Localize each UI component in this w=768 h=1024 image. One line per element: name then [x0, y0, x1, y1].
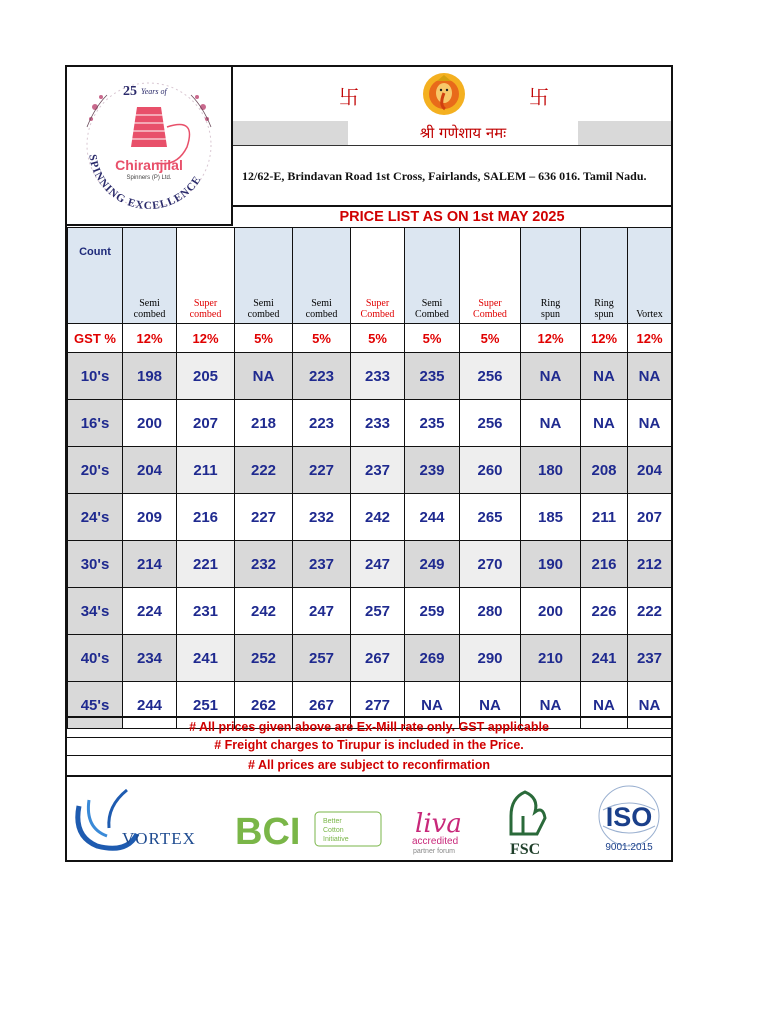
price-cell: 200	[123, 400, 177, 447]
price-cell: NA	[628, 353, 672, 400]
table-row	[68, 588, 672, 635]
price-cell: 247	[293, 588, 351, 635]
price-cell: 211	[581, 494, 628, 541]
gst-cell: 5%	[235, 324, 293, 353]
bci-line: Initiative	[323, 836, 349, 843]
liva-text: liva	[415, 809, 462, 839]
price-cell: 270	[460, 541, 521, 588]
column-header-line1: Semi	[139, 298, 160, 309]
price-cell: 180	[521, 447, 581, 494]
price-cell: NA	[581, 353, 628, 400]
header-right	[233, 67, 671, 226]
price-list-title: PRICE LIST AS ON 1st MAY 2025	[339, 209, 565, 225]
fsc-text: FSC	[510, 841, 541, 858]
swastik-row	[233, 67, 671, 122]
column-header	[460, 228, 521, 324]
note-reconfirm: # All prices are subject to reconfirmation	[67, 756, 671, 777]
gst-row	[68, 324, 672, 353]
vortex-text: VORTEX	[122, 829, 196, 848]
column-header	[351, 228, 405, 324]
column-header	[235, 228, 293, 324]
gst-cell: 12%	[123, 324, 177, 353]
price-cell: 290	[460, 635, 521, 682]
price-cell: 207	[628, 494, 672, 541]
price-cell: 234	[123, 635, 177, 682]
price-cell: 280	[460, 588, 521, 635]
count-cell: 30's	[68, 541, 123, 588]
column-header-line2: Vortex	[636, 309, 663, 320]
grey-cell	[233, 121, 348, 145]
price-cell: 267	[293, 682, 351, 729]
column-header	[521, 228, 581, 324]
column-header	[628, 228, 672, 324]
price-cell: 216	[581, 541, 628, 588]
price-cell: NA	[521, 353, 581, 400]
price-cell: 257	[293, 635, 351, 682]
logo-25: 25	[123, 84, 137, 99]
table-row	[68, 447, 672, 494]
price-cell: 190	[521, 541, 581, 588]
table-row	[68, 353, 672, 400]
iso-logo	[599, 786, 659, 853]
price-cell: NA	[628, 682, 672, 729]
price-cell: 223	[293, 400, 351, 447]
price-cell: 244	[123, 682, 177, 729]
company-logo-block	[67, 67, 233, 226]
column-header-line1: Ring	[594, 298, 614, 309]
price-table	[67, 227, 672, 729]
price-cell: 260	[460, 447, 521, 494]
note-freight: # Freight charges to Tirupur is included in the Price.	[67, 736, 671, 756]
price-cell: 237	[293, 541, 351, 588]
price-cell: 239	[405, 447, 460, 494]
price-cell: 235	[405, 353, 460, 400]
price-cell: 256	[460, 353, 521, 400]
bci-text: BCI	[235, 811, 301, 853]
price-cell: NA	[235, 353, 293, 400]
price-cell: 205	[177, 353, 235, 400]
column-header-line2: Combed	[473, 309, 507, 320]
price-cell: 223	[293, 353, 351, 400]
gst-cell: 12%	[521, 324, 581, 353]
price-cell: NA	[581, 400, 628, 447]
count-cell: 40's	[68, 635, 123, 682]
table-row	[68, 494, 672, 541]
price-cell: 207	[177, 400, 235, 447]
price-cell: 214	[123, 541, 177, 588]
svg-text:Years of: Years of	[141, 87, 167, 96]
column-header-line1: Semi	[421, 298, 443, 309]
column-header-line2: combed	[133, 309, 166, 320]
price-cell: 222	[235, 447, 293, 494]
column-header-line2: spun	[541, 309, 560, 320]
company-logo	[67, 67, 231, 224]
price-cell: 242	[351, 494, 405, 541]
price-cell: 251	[177, 682, 235, 729]
bci-line: Cotton	[323, 827, 344, 834]
price-cell: 237	[628, 635, 672, 682]
price-cell: 249	[405, 541, 460, 588]
logo-company-name: Chiranjilal	[115, 157, 183, 173]
column-header	[177, 228, 235, 324]
price-cell: 185	[521, 494, 581, 541]
count-cell: 16's	[68, 400, 123, 447]
column-header-line1: Semi	[311, 298, 332, 309]
bci-line: Better	[323, 818, 342, 825]
price-cell: NA	[405, 682, 460, 729]
address: 12/62-E, Brindavan Road 1st Cross, Fairlands, SALEM – 636 016. Tamil Nadu.	[233, 145, 671, 207]
column-header	[293, 228, 351, 324]
column-header-line1: Super	[365, 298, 390, 309]
column-header-line2: Combed	[360, 309, 395, 320]
price-cell: 231	[177, 588, 235, 635]
swastik-icon: 卐	[529, 85, 549, 109]
price-cell: NA	[521, 400, 581, 447]
gst-cell: 12%	[581, 324, 628, 353]
column-header-line2: combed	[189, 309, 222, 320]
price-cell: 222	[628, 588, 672, 635]
price-cell: 265	[460, 494, 521, 541]
price-cell: 200	[521, 588, 581, 635]
fsc-logo	[510, 792, 545, 858]
invocation-text: श्री गणेशाय नमः	[348, 121, 578, 145]
liva-accredited: accredited	[412, 836, 459, 847]
gst-cell: 5%	[293, 324, 351, 353]
price-cell: 257	[351, 588, 405, 635]
gst-label: GST %	[68, 324, 123, 353]
price-cell: 216	[177, 494, 235, 541]
gst-cell: 5%	[405, 324, 460, 353]
price-cell: NA	[628, 400, 672, 447]
price-cell: 227	[235, 494, 293, 541]
count-cell: 10's	[68, 353, 123, 400]
price-cell: 262	[235, 682, 293, 729]
column-header-line2: combed	[305, 309, 338, 320]
price-cell: 204	[123, 447, 177, 494]
iso-text: ISO	[605, 802, 653, 832]
logo-company-sub: Spinners (P) Ltd.	[126, 175, 172, 181]
table-row	[68, 635, 672, 682]
price-cell: 269	[405, 635, 460, 682]
price-cell: 204	[628, 447, 672, 494]
column-header	[581, 228, 628, 324]
price-cell: 221	[177, 541, 235, 588]
bci-logo	[235, 811, 381, 853]
gst-cell: 5%	[351, 324, 405, 353]
price-cell: 208	[581, 447, 628, 494]
price-cell: 259	[405, 588, 460, 635]
column-header-line2: Combed	[415, 309, 449, 320]
price-cell: 233	[351, 400, 405, 447]
logo-arc-text: SPINNING EXCELLENCE	[86, 153, 204, 213]
price-cell: 232	[293, 494, 351, 541]
liva-logo	[412, 809, 462, 855]
column-header-line1: Super	[193, 298, 218, 309]
price-cell: 232	[235, 541, 293, 588]
count-cell: 24's	[68, 494, 123, 541]
gst-cell: 12%	[628, 324, 672, 353]
price-cell: 256	[460, 400, 521, 447]
price-cell: NA	[521, 682, 581, 729]
gst-cell: 12%	[177, 324, 235, 353]
column-header-line2: combed	[247, 309, 280, 320]
column-header-line2: spun	[594, 309, 614, 320]
liva-partner: partner forum	[413, 848, 456, 855]
price-cell: 244	[405, 494, 460, 541]
price-cell: 252	[235, 635, 293, 682]
invocation-row	[233, 121, 671, 146]
table-row	[68, 541, 672, 588]
price-cell: 277	[351, 682, 405, 729]
table-header-row	[68, 228, 672, 324]
note-ex-mill: # All prices given above are Ex-Mill rate only. GST applicable	[67, 716, 671, 738]
price-cell: 235	[405, 400, 460, 447]
column-header-count: Count	[68, 228, 123, 324]
price-cell: 224	[123, 588, 177, 635]
table-row	[68, 400, 672, 447]
price-cell: 226	[581, 588, 628, 635]
price-cell: 210	[521, 635, 581, 682]
column-header	[123, 228, 177, 324]
price-cell: 211	[177, 447, 235, 494]
price-cell: 267	[351, 635, 405, 682]
ganesha-icon	[421, 71, 467, 117]
column-header	[405, 228, 460, 324]
price-list-sheet	[65, 65, 673, 862]
count-cell: 20's	[68, 447, 123, 494]
price-cell: 198	[123, 353, 177, 400]
price-cell: NA	[581, 682, 628, 729]
price-cell: 241	[581, 635, 628, 682]
gst-cell: 5%	[460, 324, 521, 353]
swastik-icon: 卐	[339, 85, 359, 109]
price-cell: 242	[235, 588, 293, 635]
price-cell: 237	[351, 447, 405, 494]
price-cell: 212	[628, 541, 672, 588]
price-cell: 218	[235, 400, 293, 447]
certification-logos	[67, 776, 671, 860]
price-cell: 227	[293, 447, 351, 494]
vortex-logo	[78, 790, 196, 848]
price-cell: NA	[460, 682, 521, 729]
price-cell: 247	[351, 541, 405, 588]
column-header-line1: Ring	[540, 298, 561, 309]
iso-standard: 9001:2015	[605, 842, 653, 853]
price-cell: 209	[123, 494, 177, 541]
count-cell: 34's	[68, 588, 123, 635]
column-header-line1: Super	[478, 298, 502, 309]
grey-cell	[578, 121, 671, 145]
count-cell: 45's	[68, 682, 123, 729]
price-cell: 241	[177, 635, 235, 682]
column-header-line1: Semi	[253, 298, 274, 309]
price-cell: 233	[351, 353, 405, 400]
